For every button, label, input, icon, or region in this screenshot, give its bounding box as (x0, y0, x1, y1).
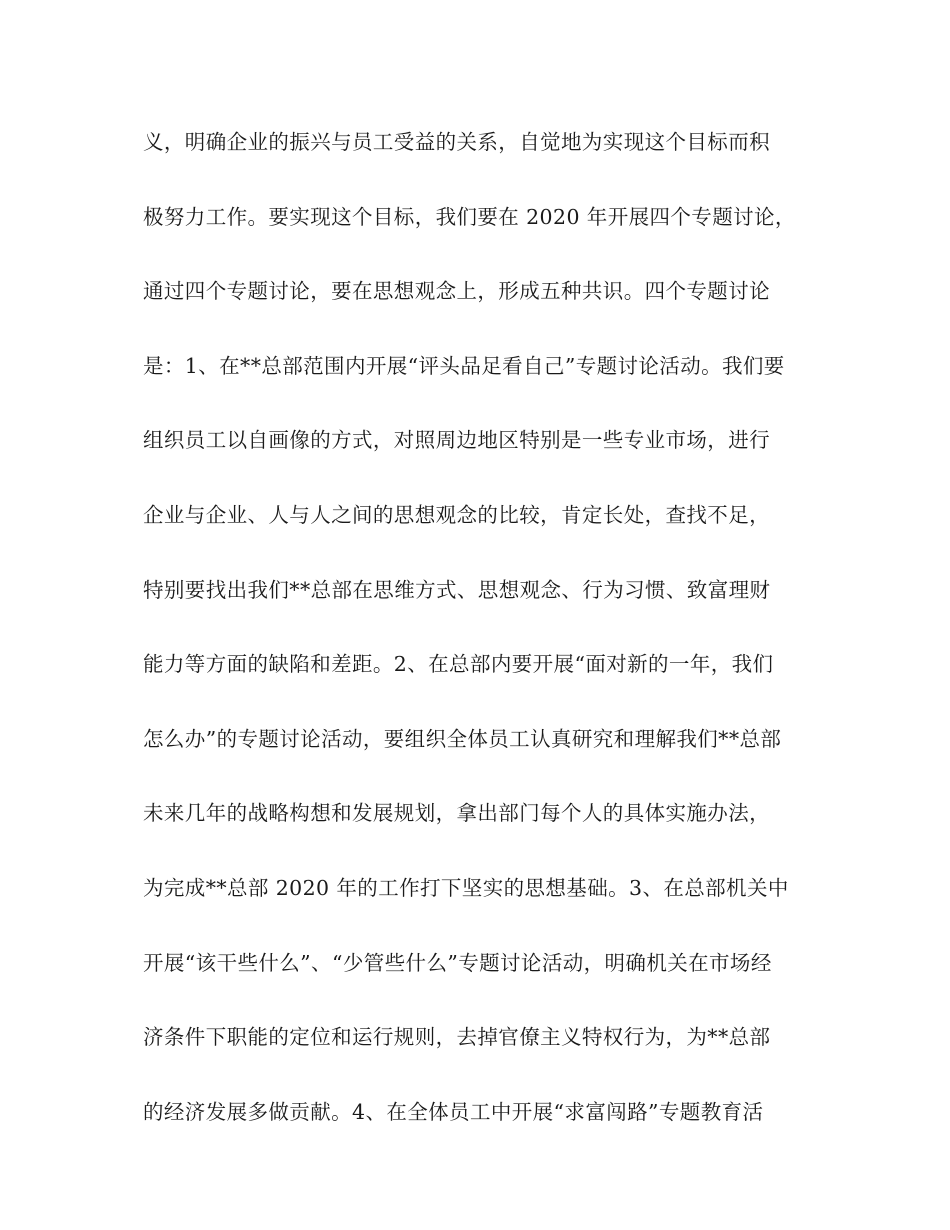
text-line: 开展“该干些什么”、“少管些什么”专题讨论活动，明确机关在市场经 (143, 950, 772, 975)
text-line: 能力等方面的缺陷和差距。2、在总部内要开展“面对新的一年，我们 (143, 652, 774, 677)
text-line: 极努力工作。要实现这个目标，我们要在 2020 年开展四个专题讨论， (143, 204, 796, 229)
text-line: 通过四个专题讨论，要在思想观念上，形成五种共识。四个专题讨论 (143, 279, 770, 304)
text-line: 义，明确企业的振兴与员工受益的关系，自觉地为实现这个目标而积 (143, 130, 770, 154)
text-line: 特别要找出我们**总部在思维方式、思想观念、行为习惯、致富理财 (143, 577, 771, 602)
text-line: 的经济发展多做贡献。4、在全体员工中开展“求富闯路”专题教育活 (143, 1099, 764, 1124)
text-line: 怎么办”的专题讨论活动，要组织全体员工认真研究和理解我们**总部 (143, 726, 782, 751)
text-line: 为完成**总部 2020 年的工作打下坚实的思想基础。3、在总部机关中 (143, 875, 789, 900)
text-line: 未来几年的战略构想和发展规划，拿出部门每个人的具体实施办法， (143, 801, 770, 826)
text-line: 是：1、在**总部范围内开展“评头品足看自己”专题讨论活动。我们要 (143, 353, 785, 378)
text-line: 企业与企业、人与人之间的思想观念的比较，肯定长处，查找不足， (143, 502, 770, 527)
text-line: 济条件下职能的定位和运行规则，去掉官僚主义特权行为，为**总部 (143, 1025, 771, 1050)
text-line: 组织员工以自画像的方式，对照周边地区特别是一些专业市场，进行 (143, 428, 770, 453)
body-text (143, 118, 823, 1162)
